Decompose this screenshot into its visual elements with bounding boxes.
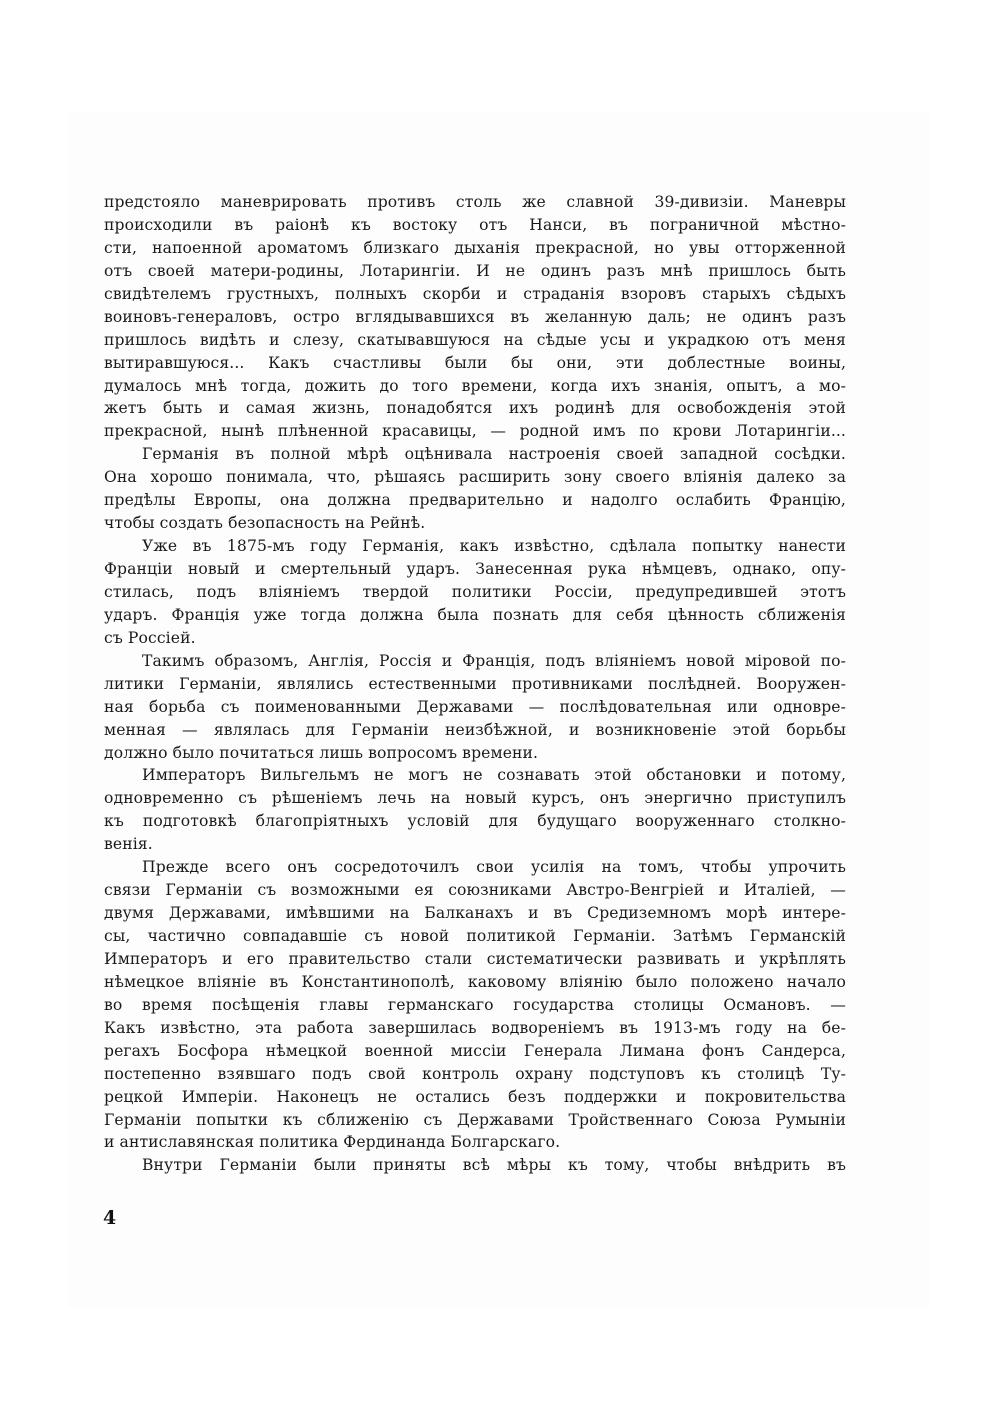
text-line: регахъ Босфора нѣмецкой военной миссіи Генерала Лимана фонъ Сандерса, xyxy=(104,1041,846,1060)
text-line: Какъ извѣстно, эта работа завершилась водвореніемъ въ 1913-мъ году на бе- xyxy=(104,1018,846,1037)
text-line: думалось мнѣ тогда, дожить до того времени, когда ихъ знанія, опытъ, а мо- xyxy=(104,376,846,395)
text-line: менная — являлась для Германіи неизбѣжной, и возникновеніе этой борьбы xyxy=(104,720,846,739)
paragraph xyxy=(104,650,846,765)
text-line: съ Россіей. xyxy=(104,628,196,647)
text-line: свидѣтелемъ грустныхъ, полныхъ скорби и страданія взоровъ старыхъ сѣдыхъ xyxy=(104,284,846,303)
text-line: венія. xyxy=(104,835,153,854)
text-line: Внутри Германіи были приняты всѣ мѣры къ тому, чтобы внѣдрить въ xyxy=(142,1156,846,1175)
paragraph xyxy=(104,191,846,443)
text-line: предстояло маневрировать противъ столь же славной 39-дивизіи. Маневры xyxy=(104,193,846,211)
text-line: сы, частично совпадавшіе съ новой политикой Германіи. Затѣмъ Германскій xyxy=(104,927,846,945)
text-line: литики Германіи, являлись естественными противниками послѣдней. Вооружен- xyxy=(104,674,846,693)
text-line: прекрасной, нынѣ плѣненной красавицы, — родной имъ по крови Лотарингіи... xyxy=(104,422,846,441)
text-line: во время посѣщенія главы германскаго государства столицы Османовъ. — xyxy=(104,995,846,1014)
text-line: Германіи попытки къ сближенію съ Державами Тройственнаго Союза Румыніи xyxy=(104,1110,846,1129)
body-text xyxy=(104,191,846,1177)
paragraph xyxy=(104,764,846,856)
text-line: жетъ быть и самая жизнь, понадобятся ихъ родинѣ для освобожденія этой xyxy=(104,399,846,418)
text-line: связи Германіи съ возможными ея союзниками Австро-Венгріей и Италіей, — xyxy=(104,881,846,900)
paragraph xyxy=(104,443,846,535)
paragraph xyxy=(104,535,846,650)
paragraph xyxy=(104,1154,846,1177)
text-line: и антиславянская политика Фердинанда Болгарскаго. xyxy=(104,1133,561,1152)
text-line: постепенно взявшаго подъ свой контроль охрану подступовъ къ столицѣ Ту- xyxy=(104,1064,846,1083)
text-line: вытиравшуюся... Какъ счастливы были бы они, эти доблестные воины, xyxy=(104,353,846,372)
text-line: Прежде всего онъ сосредоточилъ свои усилія на томъ, чтобы упрочить xyxy=(142,858,846,877)
text-line: Она хорошо понимала, что, рѣшаясь расширить зону своего вліянія далеко за xyxy=(104,468,846,487)
text-line: Такимъ образомъ, Англія, Россія и Франція, подъ вліяніемъ новой міровой по- xyxy=(142,651,846,670)
text-line: Императоръ и его правительство стали систематически развивать и укрѣплять xyxy=(104,949,846,968)
text-line: предѣлы Европы, она должна предварительно и надолго ослабить Францію, xyxy=(104,491,846,510)
text-line: рецкой Имперіи. Наконецъ не остались безъ поддержки и покровительства xyxy=(104,1087,846,1106)
text-line: сти, напоенной ароматомъ близкаго дыханія прекрасной, но увы отторженной xyxy=(104,238,846,257)
text-line: воиновъ-генераловъ, остро вглядывавшихся въ желанную даль; не одинъ разъ xyxy=(104,307,846,326)
text-line: ная борьба съ поименованными Державами — послѣдовательная или одновре- xyxy=(104,697,846,716)
text-line: Франціи новый и смертельный ударъ. Занесенная рука нѣмцевъ, однако, опу- xyxy=(104,560,846,578)
text-line: двумя Державами, имѣвшими на Балканахъ и въ Средиземномъ морѣ интере- xyxy=(104,904,846,923)
text-line: пришлось видѣть и слезу, скатывавшуюся на сѣдые усы и украдкою отъ меня xyxy=(104,330,846,349)
text-line: происходили въ раіонѣ къ востоку отъ Нанси, въ пограничной мѣстно- xyxy=(104,215,846,234)
text-line: Германія въ полной мѣрѣ оцѣнивала настроенія своей западной сосѣдки. xyxy=(142,445,846,464)
text-line: стилась, подъ вліяніемъ твердой политики Россіи, предупредившей этотъ xyxy=(104,582,846,601)
text-line: должно было почитаться лишь вопросомъ времени. xyxy=(104,743,539,762)
text-line: Императоръ Вильгельмъ не могъ не сознавать этой обстановки и потому, xyxy=(142,766,846,785)
text-line: отъ своей матери-родины, Лотарингіи. И не одинъ разъ мнѣ пришлось быть xyxy=(104,261,846,280)
text-line: чтобы создать безопасность на Рейнѣ. xyxy=(104,514,426,533)
page-number: 4 xyxy=(103,1207,117,1229)
text-line: нѣмецкое вліяніе въ Константинополѣ, каковому вліянію было положено начало xyxy=(104,972,846,991)
text-line: одновременно съ рѣшеніемъ лечь на новый курсъ, онъ энергично приступилъ xyxy=(104,789,846,808)
text-line: ударъ. Франція уже тогда должна была познать для себя цѣнность сближенія xyxy=(104,605,846,624)
paragraph xyxy=(104,856,846,1154)
text-line: къ подготовкѣ благопріятныхъ условій для будущаго вооруженнаго столкно- xyxy=(104,812,846,831)
text-line: Уже въ 1875-мъ году Германія, какъ извѣстно, сдѣлала попытку нанести xyxy=(142,537,846,556)
